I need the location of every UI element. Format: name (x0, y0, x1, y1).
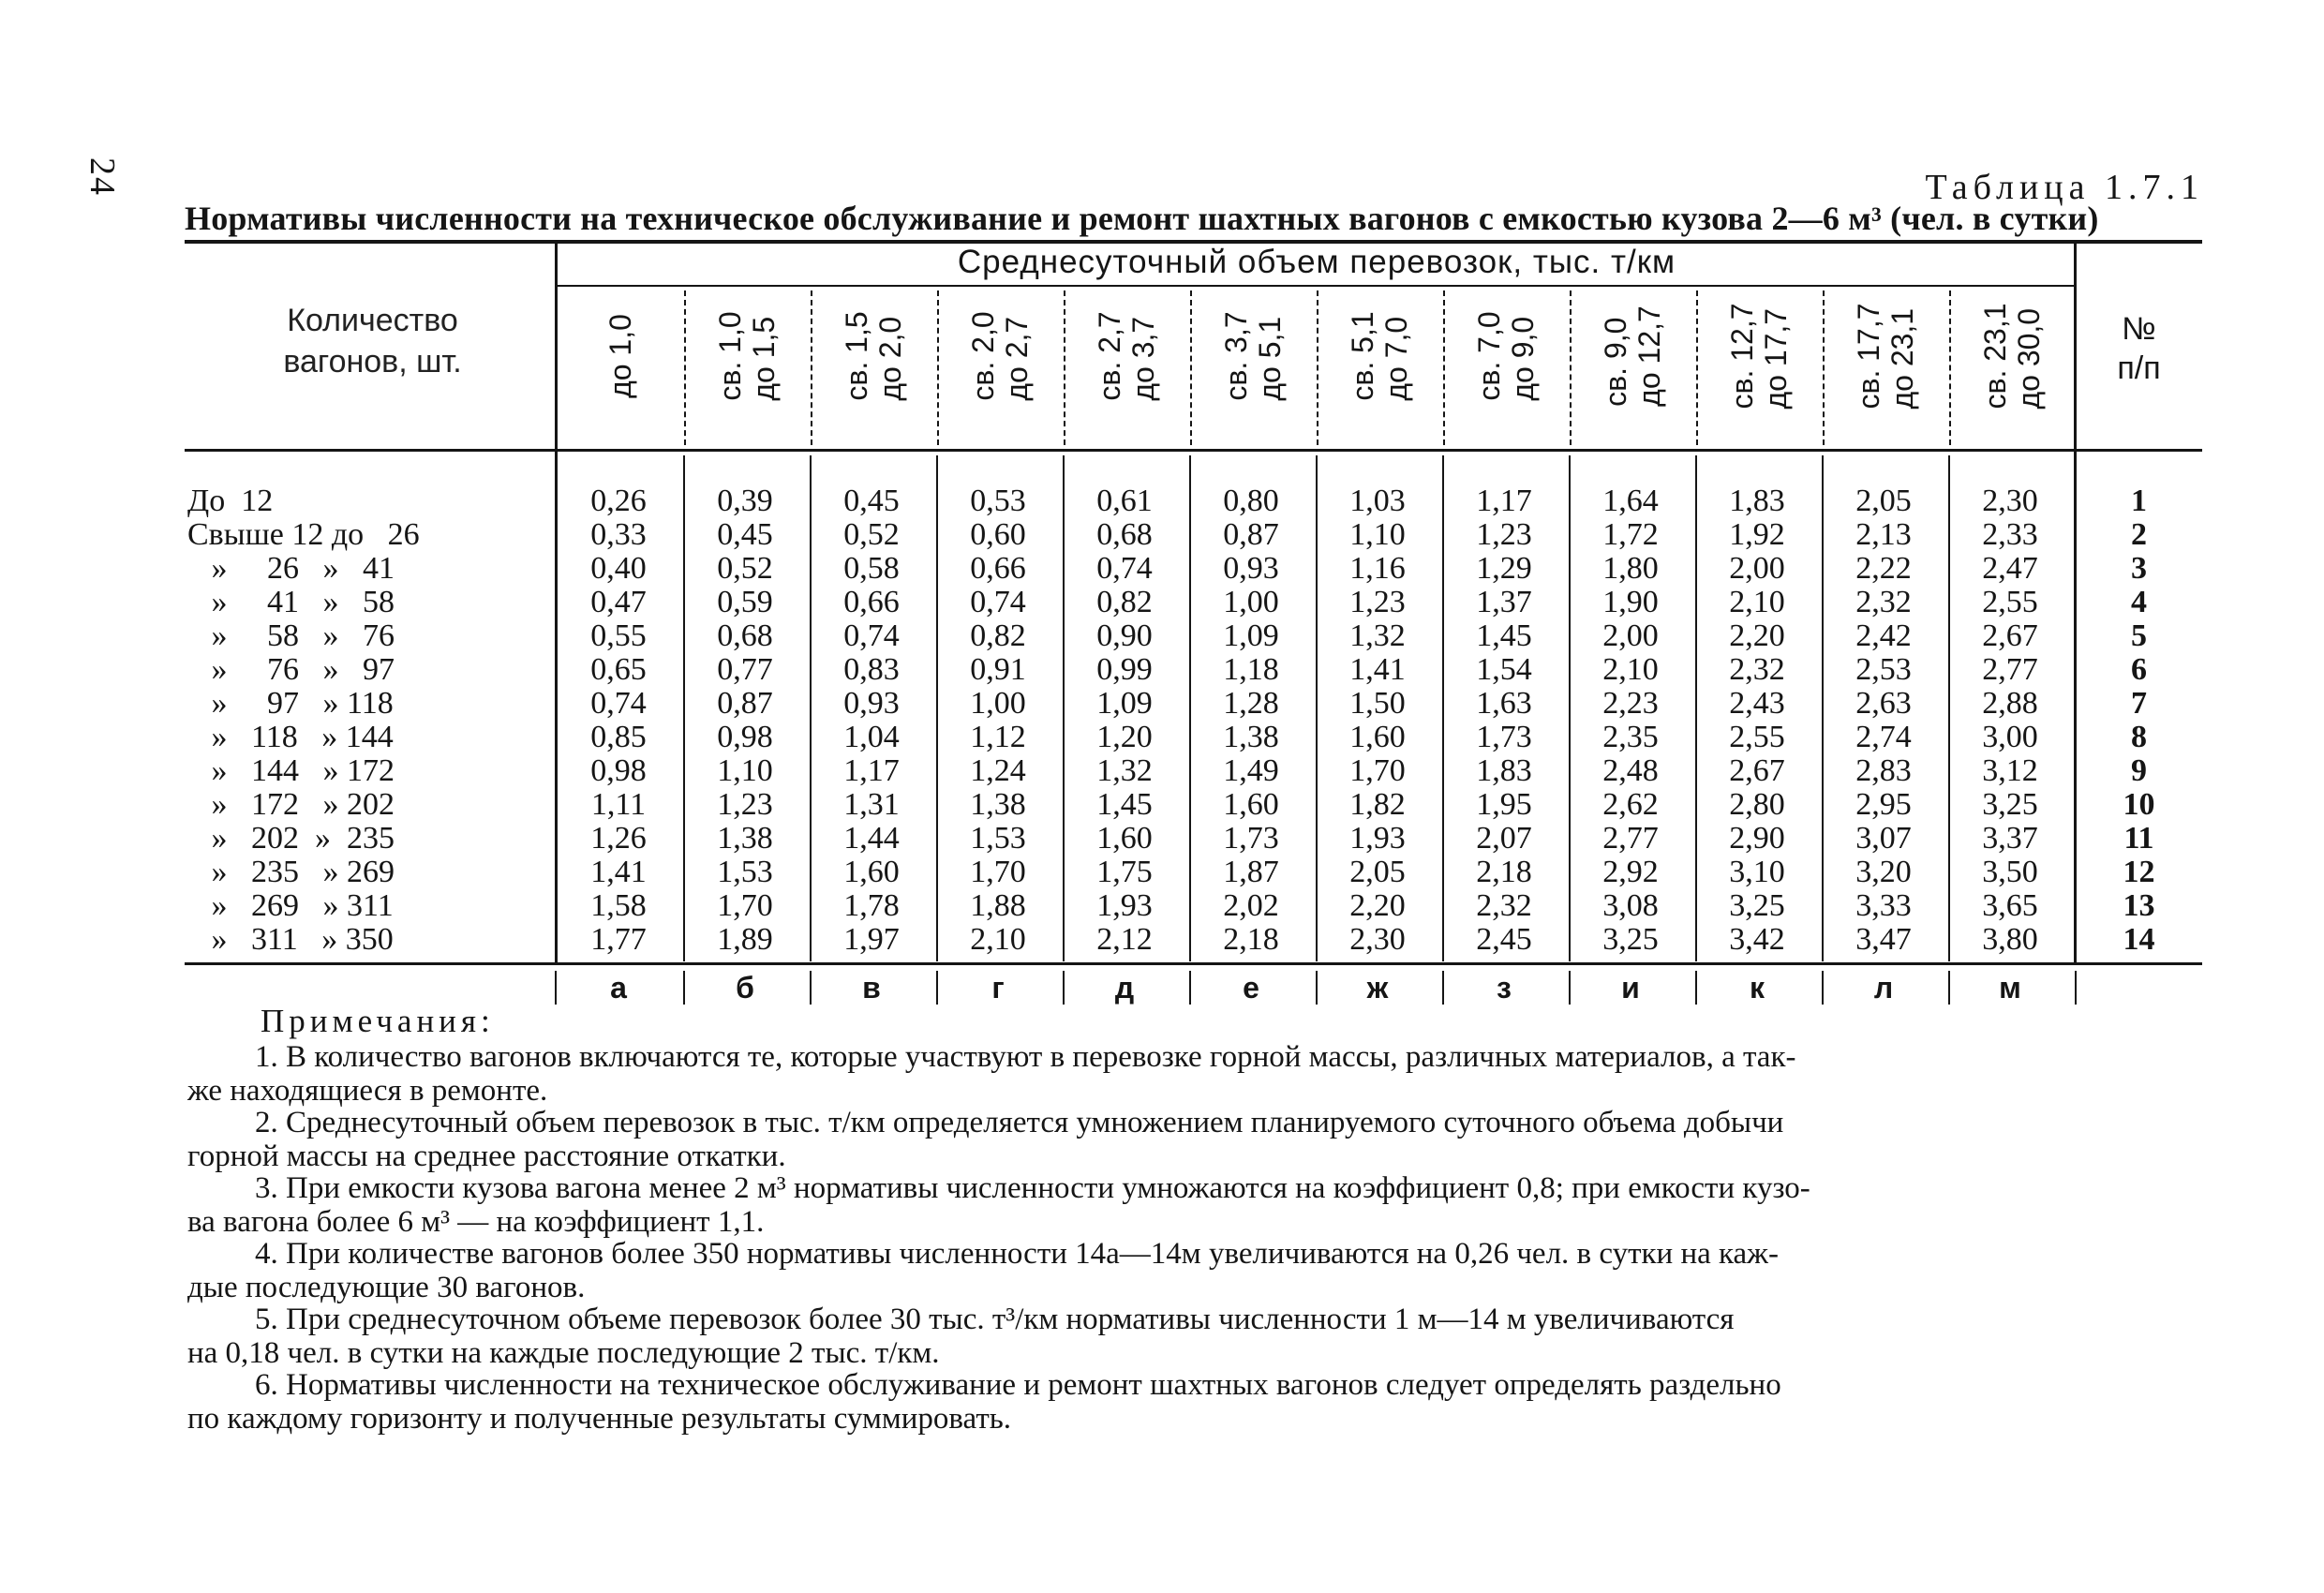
table-cell: 1,10 (1349, 517, 1406, 552)
column-header (686, 281, 808, 431)
row-label: » 58 » 76 (187, 618, 395, 653)
row-number: 2 (2131, 517, 2147, 552)
table-cell: 1,44 (843, 821, 900, 856)
table-cell: 1,37 (1476, 585, 1532, 619)
group-header: Среднесуточный объем перевозок, тыс. т/км (957, 244, 1676, 280)
column-header (1951, 281, 2073, 431)
row-number: 1 (2131, 484, 2147, 518)
table-cell: 1,32 (1096, 753, 1153, 788)
table-cell: 0,93 (1223, 551, 1279, 586)
column-letter: ж (1366, 971, 1389, 1005)
note-continuation: горной массы на среднее расстояние откатки. (187, 1139, 786, 1173)
note-continuation: же находящиеся в ремонте. (187, 1074, 548, 1108)
table-cell: 2,10 (1602, 652, 1659, 687)
notes-heading: Примечания: (261, 1003, 495, 1039)
column-header-line1: св. 1,0 (713, 311, 747, 401)
number-header-line1: № (2122, 311, 2156, 347)
note-item (187, 1040, 2202, 1108)
column-header (1445, 281, 1567, 431)
note-continuation: на 0,18 чел. в сутки на каждые последующие 2 тыс. т/км. (187, 1336, 940, 1370)
table-cell: 2,32 (1476, 888, 1532, 923)
table-cell: 1,60 (1223, 787, 1279, 822)
table-cell: 3,08 (1602, 888, 1659, 923)
column-header-line2: до 2,0 (873, 316, 907, 401)
table-cell: 2,00 (1602, 618, 1659, 653)
table-cell: 1,49 (1223, 753, 1279, 788)
table-cell: 1,53 (717, 855, 773, 889)
column-letter: б (736, 971, 754, 1005)
table-cell: 2,05 (1349, 855, 1406, 889)
table-cell: 2,05 (1855, 484, 1912, 518)
quantity-header-line2: вагонов, шт. (283, 344, 462, 380)
column-header-line1: св. 5,1 (1346, 311, 1379, 401)
table-cell: 2,33 (1982, 517, 2038, 552)
table-cell: 1,64 (1602, 484, 1659, 518)
page-number: 24 (82, 157, 122, 197)
table-cell: 2,20 (1349, 888, 1406, 923)
row-label: » 118 » 144 (187, 720, 394, 754)
note-first-line: 6. Нормативы численности на техническое обслуживание и ремонт шахтных вагонов следует определять раздельно (255, 1368, 1781, 1402)
table-cell: 1,28 (1223, 686, 1279, 721)
table-cell: 1,26 (590, 821, 647, 856)
column-header-line1: св. 3,7 (1219, 311, 1253, 401)
column-header-text (1852, 303, 1919, 409)
table-cell: 1,60 (1096, 821, 1153, 856)
table-cell: 3,10 (1729, 855, 1785, 889)
table-cell: 1,16 (1349, 551, 1406, 586)
table-cell: 0,91 (970, 652, 1026, 687)
table-cell: 2,55 (1982, 585, 2038, 619)
table-title: Нормативы численности на техническое обслуживание и ремонт шахтных вагонов с емкостью кузова 2—6 м³ (чел. в сутки) (185, 200, 2099, 237)
table-cell: 0,93 (843, 686, 900, 721)
column-header-line1: св. 12,7 (1725, 303, 1759, 409)
note-first-line: 3. При емкости кузова вагона менее 2 м³ нормативы численности умножаются на коэффициент 0,8; при емкости кузо- (255, 1171, 1810, 1205)
row-number: 3 (2131, 551, 2147, 586)
table-cell: 1,24 (970, 753, 1026, 788)
row-number: 13 (2123, 888, 2155, 923)
row-label: » 26 » 41 (187, 551, 395, 586)
table-cell: 0,74 (970, 585, 1026, 619)
table-cell: 3,33 (1855, 888, 1912, 923)
table-cell: 1,83 (1476, 753, 1532, 788)
column-header-line1: св. 1,5 (840, 311, 873, 401)
table-cell: 0,61 (1096, 484, 1153, 518)
table-cell: 0,85 (590, 720, 647, 754)
table-cell: 1,38 (717, 821, 773, 856)
table-cell: 0,99 (1096, 652, 1153, 687)
table-cell: 1,12 (970, 720, 1026, 754)
row-number: 5 (2131, 618, 2147, 653)
table-cell: 0,52 (843, 517, 900, 552)
note-continuation: ва вагона более 6 м³ — на коэффициент 1,1. (187, 1205, 765, 1239)
column-header (812, 281, 934, 431)
table-cell: 1,89 (717, 922, 773, 957)
table-cell: 0,68 (717, 618, 773, 653)
note-item (187, 1106, 2202, 1173)
column-header (559, 281, 681, 431)
table-cell: 2,48 (1602, 753, 1659, 788)
table-cell: 2,22 (1855, 551, 1912, 586)
table-cell: 2,20 (1729, 618, 1785, 653)
column-header-line2: до 2,7 (1000, 316, 1034, 401)
table-cell: 1,00 (1223, 585, 1279, 619)
table-cell: 0,40 (590, 551, 647, 586)
column-header (1318, 281, 1440, 431)
table-cell: 0,87 (1223, 517, 1279, 552)
table-cell: 0,52 (717, 551, 773, 586)
table-cell: 0,66 (843, 585, 900, 619)
table-cell: 1,50 (1349, 686, 1406, 721)
table-cell: 0,77 (717, 652, 773, 687)
table-cell: 0,47 (590, 585, 647, 619)
table-cell: 0,59 (717, 585, 773, 619)
column-header-line2: до 5,1 (1253, 316, 1287, 401)
table-cell: 2,23 (1602, 686, 1659, 721)
note-item (187, 1303, 2202, 1370)
table-cell: 1,93 (1349, 821, 1406, 856)
table-cell: 2,18 (1476, 855, 1532, 889)
table-cell: 1,87 (1223, 855, 1279, 889)
note-item (187, 1237, 2202, 1304)
column-header-line1: св. 23,1 (1978, 303, 2012, 409)
table-cell: 1,75 (1096, 855, 1153, 889)
column-header (939, 281, 1061, 431)
table-cell: 0,58 (843, 551, 900, 586)
row-label: » 97 » 118 (187, 686, 394, 721)
row-label: » 41 » 58 (187, 585, 395, 619)
table-cell: 1,53 (970, 821, 1026, 856)
table-cell: 1,38 (970, 787, 1026, 822)
table-cell: 1,32 (1349, 618, 1406, 653)
table-cell: 2,00 (1729, 551, 1785, 586)
table-cell: 0,82 (970, 618, 1026, 653)
column-header (1065, 281, 1187, 431)
table-cell: 2,77 (1602, 821, 1659, 856)
table-cell: 0,45 (843, 484, 900, 518)
table-cell: 3,37 (1982, 821, 2038, 856)
table-cell: 1,90 (1602, 585, 1659, 619)
column-header-line2: до 9,0 (1506, 316, 1540, 401)
table-cell: 3,25 (1602, 922, 1659, 957)
table-cell: 3,25 (1729, 888, 1785, 923)
table-cell: 0,98 (717, 720, 773, 754)
row-number: 11 (2123, 821, 2154, 856)
table-cell: 2,92 (1602, 855, 1659, 889)
column-header-text (1219, 311, 1287, 400)
rule-header-bottom (185, 449, 2202, 452)
table-cell: 2,42 (1855, 618, 1912, 653)
table-cell: 1,17 (843, 753, 900, 788)
table-cell: 1,60 (843, 855, 900, 889)
column-letter: а (610, 971, 627, 1005)
table-cell: 3,00 (1982, 720, 2038, 754)
table-cell: 1,00 (970, 686, 1026, 721)
column-header-line2: до 1,5 (747, 316, 781, 401)
table-cell: 1,95 (1476, 787, 1532, 822)
table-cell: 1,23 (1349, 585, 1406, 619)
note-first-line: 2. Среднесуточный объем перевозок в тыс. т/км определяется умножением планируемого суточного объема добычи (255, 1106, 1784, 1139)
row-number: 10 (2123, 787, 2155, 822)
table-cell: 2,62 (1602, 787, 1659, 822)
table-cell: 2,67 (1982, 618, 2038, 653)
table-cell: 1,10 (717, 753, 773, 788)
table-cell: 1,20 (1096, 720, 1153, 754)
table-cell: 0,80 (1223, 484, 1279, 518)
table-cell: 2,35 (1602, 720, 1659, 754)
table-cell: 0,68 (1096, 517, 1153, 552)
column-header-text (603, 314, 637, 398)
table-cell: 1,97 (843, 922, 900, 957)
quantity-header-line1: Количество (287, 303, 458, 338)
column-letter: з (1497, 971, 1512, 1005)
table-cell: 2,12 (1096, 922, 1153, 957)
row-number: 9 (2131, 753, 2147, 788)
column-letter: и (1621, 971, 1640, 1005)
quantity-header (187, 300, 558, 382)
table-cell: 2,43 (1729, 686, 1785, 721)
column-header-line1: св. 9,0 (1599, 317, 1632, 407)
table-cell: 0,55 (590, 618, 647, 653)
table-cell: 2,02 (1223, 888, 1279, 923)
row-number: 14 (2123, 922, 2155, 957)
row-label: » 202 » 235 (187, 821, 395, 856)
table-cell: 3,07 (1855, 821, 1912, 856)
note-continuation: дые последующие 30 вагонов. (187, 1271, 586, 1304)
table-cell: 0,90 (1096, 618, 1153, 653)
table-cell: 1,70 (970, 855, 1026, 889)
column-letter: л (1873, 971, 1894, 1005)
column-header-line2: до 23,1 (1885, 307, 1919, 409)
column-header-text (840, 311, 907, 400)
table-cell: 0,66 (970, 551, 1026, 586)
table-cell: 1,45 (1476, 618, 1532, 653)
table-cell: 1,70 (1349, 753, 1406, 788)
table-cell: 1,77 (590, 922, 647, 957)
row-label: » 76 » 97 (187, 652, 395, 687)
table-cell: 2,30 (1982, 484, 2038, 518)
table-cell: 1,78 (843, 888, 900, 923)
table-cell: 3,25 (1982, 787, 2038, 822)
note-item (187, 1368, 2202, 1436)
table-cell: 2,90 (1729, 821, 1785, 856)
table-cell: 0,45 (717, 517, 773, 552)
table-cell: 1,09 (1223, 618, 1279, 653)
table-label: Таблица 1.7.1 (1925, 168, 2204, 207)
column-letter: е (1243, 971, 1259, 1005)
table-cell: 2,10 (970, 922, 1026, 957)
table-cell: 0,39 (717, 484, 773, 518)
rule-body-bottom (185, 962, 2202, 965)
column-letter: г (991, 971, 1005, 1005)
vline-letters-left (555, 971, 557, 1005)
table-cell: 1,70 (717, 888, 773, 923)
table-cell: 1,41 (1349, 652, 1406, 687)
table-cell: 0,60 (970, 517, 1026, 552)
table-cell: 0,98 (590, 753, 647, 788)
table-cell: 0,74 (1096, 551, 1153, 586)
table-cell: 1,82 (1349, 787, 1406, 822)
table-cell: 2,88 (1982, 686, 2038, 721)
column-header-text (1978, 303, 2046, 409)
table-cell: 2,13 (1855, 517, 1912, 552)
table-cell: 0,74 (843, 618, 900, 653)
table-cell: 1,31 (843, 787, 900, 822)
table-cell: 3,42 (1729, 922, 1785, 957)
table-cell: 2,10 (1729, 585, 1785, 619)
table-cell: 1,41 (590, 855, 647, 889)
row-label: Свыше 12 до 26 (187, 517, 420, 552)
column-header-text (1346, 311, 1413, 400)
column-header-line2: до 12,7 (1632, 305, 1666, 407)
table-cell: 1,93 (1096, 888, 1153, 923)
column-header-text (1599, 305, 1666, 407)
column-letter: м (1999, 971, 2021, 1005)
row-label: » 311 » 350 (187, 922, 394, 957)
table-cell: 2,32 (1855, 585, 1912, 619)
column-header-line2: до 30,0 (2012, 307, 2046, 409)
table-cell: 0,82 (1096, 585, 1153, 619)
table-cell: 0,33 (590, 517, 647, 552)
number-header-line2: п/п (2117, 350, 2161, 386)
column-header (1572, 281, 1693, 431)
table-cell: 3,47 (1855, 922, 1912, 957)
table-cell: 2,32 (1729, 652, 1785, 687)
column-header (1698, 281, 1820, 431)
row-label: » 172 » 202 (187, 787, 395, 822)
table-cell: 1,38 (1223, 720, 1279, 754)
row-number: 4 (2131, 585, 2147, 619)
table-cell: 1,80 (1602, 551, 1659, 586)
column-header-line2: до 3,7 (1126, 316, 1160, 401)
table-cell: 2,45 (1476, 922, 1532, 957)
table-cell: 2,67 (1729, 753, 1785, 788)
note-first-line: 1. В количество вагонов включаются те, которые участвуют в перевозке горной массы, различных материалов, а так- (255, 1040, 1796, 1074)
table-cell: 2,47 (1982, 551, 2038, 586)
table-cell: 1,83 (1729, 484, 1785, 518)
note-continuation: по каждому горизонту и полученные результаты суммировать. (187, 1402, 1012, 1436)
row-number: 8 (2131, 720, 2147, 754)
table-cell: 1,18 (1223, 652, 1279, 687)
table-cell: 2,07 (1476, 821, 1532, 856)
table-cell: 1,17 (1476, 484, 1532, 518)
table-cell: 1,88 (970, 888, 1026, 923)
table-cell: 0,26 (590, 484, 647, 518)
column-header-line1: св. 2,7 (1093, 311, 1126, 401)
table-cell: 2,77 (1982, 652, 2038, 687)
row-label: » 269 » 311 (187, 888, 394, 923)
table-cell: 2,53 (1855, 652, 1912, 687)
column-header-text (1472, 311, 1540, 400)
column-header-line1: св. 7,0 (1472, 311, 1506, 401)
table-cell: 3,20 (1855, 855, 1912, 889)
table-cell: 1,09 (1096, 686, 1153, 721)
table-cell: 1,23 (717, 787, 773, 822)
table-cell: 1,72 (1602, 517, 1659, 552)
number-header (2076, 309, 2202, 388)
column-header-text (1725, 303, 1793, 409)
table-cell: 1,58 (590, 888, 647, 923)
table-cell: 1,54 (1476, 652, 1532, 687)
table-cell: 1,11 (590, 787, 647, 822)
table-cell: 2,83 (1855, 753, 1912, 788)
table-cell: 1,73 (1223, 821, 1279, 856)
table-cell: 0,74 (590, 686, 647, 721)
table-cell: 1,60 (1349, 720, 1406, 754)
column-letter: д (1114, 971, 1135, 1005)
table-cell: 0,53 (970, 484, 1026, 518)
column-header-text (966, 311, 1034, 400)
table-cell: 1,45 (1096, 787, 1153, 822)
table-cell: 3,50 (1982, 855, 2038, 889)
table-cell: 3,80 (1982, 922, 2038, 957)
table-cell: 2,55 (1729, 720, 1785, 754)
table-cell: 1,73 (1476, 720, 1532, 754)
table-cell: 1,03 (1349, 484, 1406, 518)
table-cell: 2,30 (1349, 922, 1406, 957)
column-letter: в (862, 971, 881, 1005)
table-cell: 0,87 (717, 686, 773, 721)
table-cell: 2,80 (1729, 787, 1785, 822)
table-cell: 2,95 (1855, 787, 1912, 822)
table-cell: 2,74 (1855, 720, 1912, 754)
column-letter: к (1749, 971, 1765, 1005)
column-header-line1: св. 2,0 (966, 311, 1000, 401)
column-header-line1: св. 17,7 (1852, 303, 1885, 409)
column-header-line2: до 7,0 (1379, 316, 1413, 401)
column-header-text (713, 311, 781, 400)
table-cell: 0,83 (843, 652, 900, 687)
table-cell: 3,65 (1982, 888, 2038, 923)
row-number: 7 (2131, 686, 2147, 721)
table-cell: 1,63 (1476, 686, 1532, 721)
column-header (1192, 281, 1314, 431)
note-first-line: 5. При среднесуточном объеме перевозок более 30 тыс. т³/км нормативы численности 1 м—14 м увеличиваются (255, 1303, 1735, 1336)
row-label: » 144 » 172 (187, 753, 395, 788)
table-cell: 3,12 (1982, 753, 2038, 788)
table-cell: 0,65 (590, 652, 647, 687)
table-cell: 1,92 (1729, 517, 1785, 552)
vline-letters (2075, 971, 2077, 1005)
table-cell: 1,04 (843, 720, 900, 754)
column-header (1825, 281, 1946, 431)
column-header-text (1093, 311, 1160, 400)
table-cell: 1,23 (1476, 517, 1532, 552)
note-first-line: 4. При количестве вагонов более 350 нормативы численности 14а—14м увеличиваются на 0,26 чел. в сутки на каж- (255, 1237, 1779, 1271)
table-cell: 1,29 (1476, 551, 1532, 586)
table-cell: 2,18 (1223, 922, 1279, 957)
column-header-line2: до 17,7 (1759, 307, 1793, 409)
row-number: 12 (2123, 855, 2155, 889)
note-item (187, 1171, 2202, 1239)
table-cell: 2,63 (1855, 686, 1912, 721)
row-number: 6 (2131, 652, 2147, 687)
row-label: » 235 » 269 (187, 855, 395, 889)
column-header-line1: до 1,0 (603, 314, 637, 398)
row-label: До 12 (187, 484, 274, 518)
